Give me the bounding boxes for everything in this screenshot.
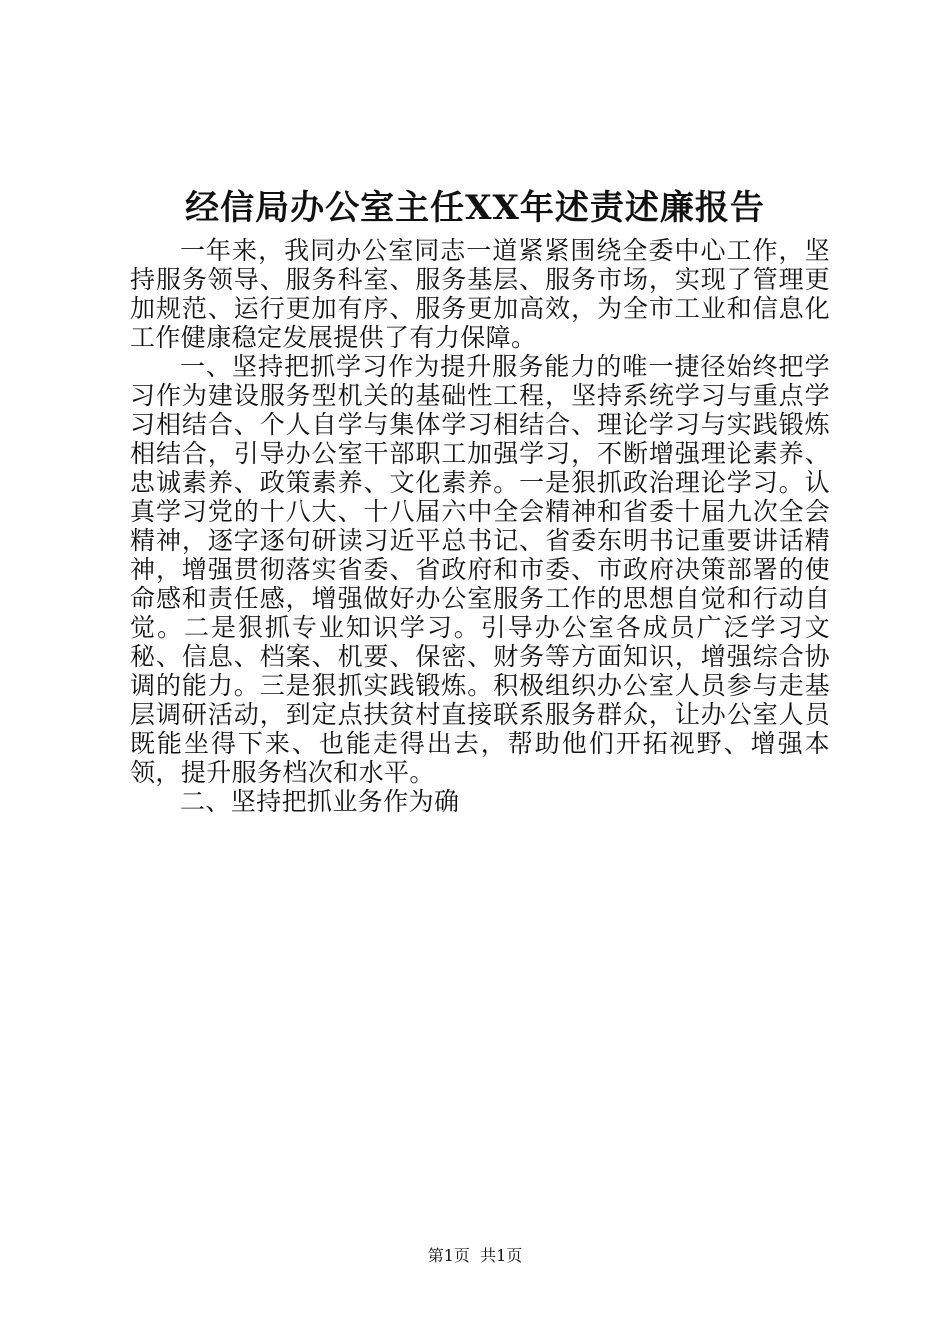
paragraph-section-one: 一、坚持把抓学习作为提升服务能力的唯一捷径始终把学习作为建设服务型机关的基础性工程，坚持系统学习与重点学习相结合、个人自学与集体学习相结合、理论学习与实践锻炼相结合，引导办公室干部职工加强学习，不断增强理论素养、忠诚素养、政策素养、文化素养。一是狠抓政治理论学习。认真学习党的十八大、十八届六中全会精神和省委十届九次全会精神，逐字逐句研读习近平总书记、省委东明书记重要讲话精神，增强贯彻落实省委、省政府和市委、市政府决策部署的使命感和责任感，增强做好办公室服务工作的思想自觉和行动自觉。二是狠抓专业知识学习。引导办公室各成员广泛学习文秘、信息、档案、机要、保密、财务等方面知识，增强综合协调的能力。三是狠抓实践锻炼。积极组织办公室人员参与走基层调研活动，到定点扶贫村直接联系服务群众，让办公室人员既能坐得下来、也能走得出去，帮助他们开拓视野、增强本领，提升服务档次和水平。 bbox=[130, 352, 830, 787]
paragraph-intro: 一年来，我同办公室同志一道紧紧围绕全委中心工作，坚持服务领导、服务科室、服务基层、服务市场，实现了管理更加规范、运行更加有序、服务更加高效，为全市工业和信息化工作健康稳定发展提供了有力保障。 bbox=[130, 236, 830, 352]
document-title: 经信局办公室主任XX年述责述廉报告 bbox=[185, 188, 765, 228]
paragraph-section-two: 二、坚持把抓业务作为确 bbox=[180, 787, 460, 816]
page-footer bbox=[0, 1246, 950, 1266]
page-number: 第1页 共1页 bbox=[427, 1246, 523, 1265]
document-body bbox=[130, 236, 830, 816]
